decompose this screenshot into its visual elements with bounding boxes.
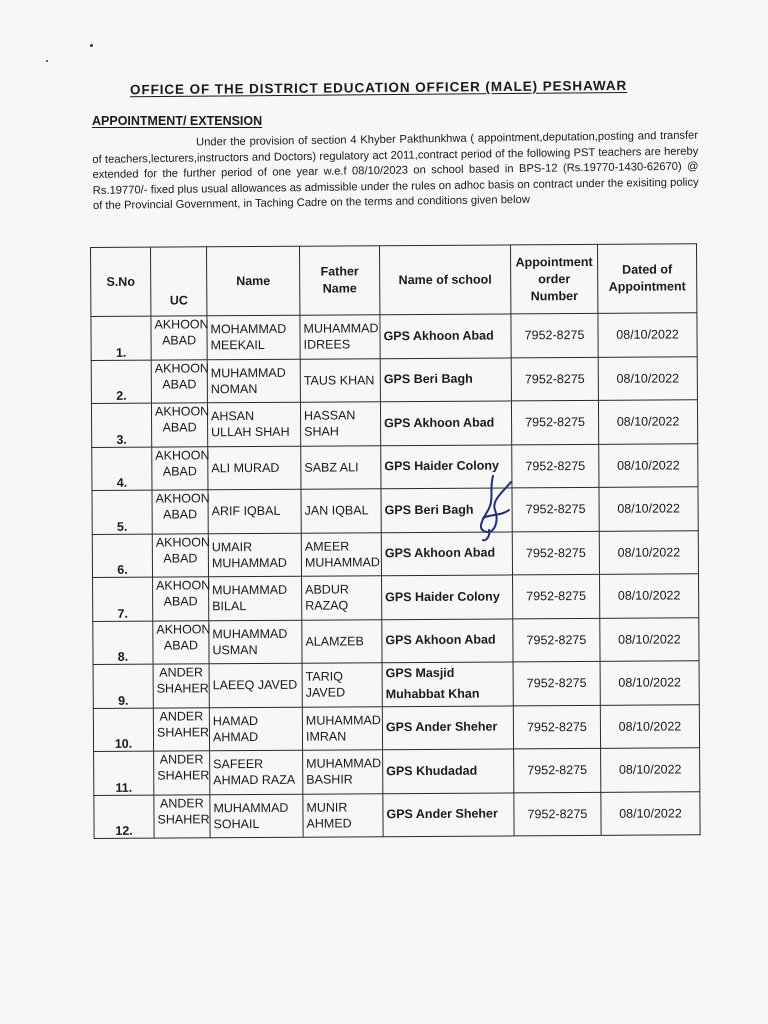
cell-sno: 6.	[92, 534, 152, 578]
cell-uc: AKHOON ABAD	[151, 316, 207, 360]
cell-appointment-date: 08/10/2022	[600, 574, 699, 618]
header-school: Name of school	[379, 245, 510, 315]
table-row	[92, 443, 698, 490]
cell-sno: 1.	[91, 316, 151, 360]
cell-appointment-date: 08/10/2022	[599, 487, 698, 531]
cell-name: UMAIR MUHAMMAD	[208, 533, 301, 577]
cell-father-name: MUHAMMAD IDREES	[300, 315, 380, 359]
cell-appointment-date: 08/10/2022	[601, 748, 700, 792]
table-header-row	[91, 244, 697, 317]
cell-order-number: 7952-8275	[511, 357, 598, 401]
table-row	[93, 704, 699, 751]
cell-father-name: TARIQ JAVED	[302, 663, 382, 707]
cell-name: ARIF IQBAL	[208, 489, 301, 533]
cell-sno: 2.	[91, 360, 151, 404]
table-row	[91, 313, 697, 360]
cell-appointment-date: 08/10/2022	[600, 704, 699, 748]
cell-order-number: 7952-8275	[514, 792, 601, 836]
cell-sno: 4.	[92, 447, 152, 491]
header-order: Appointment order Number	[510, 244, 597, 314]
cell-uc: AKHOON ABAD	[152, 533, 208, 577]
cell-appointment-date: 08/10/2022	[598, 400, 697, 444]
cell-father-name: JAN IQBAL	[301, 489, 381, 533]
cell-school: GPS Ander Sheher	[383, 792, 514, 836]
header-date: Dated of Appointment	[597, 244, 696, 314]
scan-speck	[46, 60, 48, 62]
cell-order-number: 7952-8275	[511, 400, 598, 444]
cell-father-name: ABDUR RAZAQ	[302, 576, 382, 620]
cell-sno: 10.	[93, 708, 153, 752]
cell-uc: AKHOON ABAD	[151, 403, 207, 447]
cell-appointment-date: 08/10/2022	[598, 356, 697, 400]
cell-order-number: 7952-8275	[511, 313, 598, 357]
cell-father-name: MUNIR AHMED	[303, 793, 383, 837]
cell-name: SAFEER AHMAD RAZA	[210, 750, 303, 794]
section-title: APPOINTMENT/ EXTENSION	[92, 114, 263, 128]
teacher-table	[90, 243, 701, 839]
cell-order-number: 7952-8275	[513, 661, 600, 705]
cell-school: GPS Akhoon Abad	[382, 618, 513, 662]
cell-appointment-date: 08/10/2022	[600, 661, 699, 705]
cell-school: GPS Khudadad	[383, 749, 514, 793]
cell-father-name: AMEER MUHAMMAD	[301, 532, 381, 576]
cell-uc: ANDER SHAHER	[153, 664, 209, 708]
cell-school: GPS Beri Bagh	[381, 488, 512, 532]
table-body	[91, 313, 700, 839]
cell-sno: 8.	[93, 621, 153, 665]
cell-name: MUHAMMAD USMAN	[209, 620, 302, 664]
cell-uc: AKHOON ABAD	[152, 446, 208, 490]
cell-school: GPS Masjid Muhabbat Khan	[382, 662, 513, 706]
cell-order-number: 7952-8275	[512, 444, 599, 488]
cell-order-number: 7952-8275	[514, 748, 601, 792]
table-row	[93, 574, 699, 621]
cell-appointment-date: 08/10/2022	[601, 791, 700, 835]
cell-name: MUHAMMAD NOMAN	[207, 359, 300, 403]
cell-sno: 11.	[94, 751, 154, 795]
cell-order-number: 7952-8275	[513, 705, 600, 749]
cell-name: MOHAMMAD MEEKAIL	[207, 315, 300, 359]
cell-appointment-date: 08/10/2022	[599, 443, 698, 487]
cell-father-name: TAUS KHAN	[300, 358, 380, 402]
cell-appointment-date: 08/10/2022	[599, 530, 698, 574]
body-paragraph: Under the provision of section 4 Khyber Pakthunkhwa ( appointment,deputation,posting and transfer of teachers,lecturers,instructors and Doctors) regulatory act 2011,contract period of the following PST teachers are hereby extended for the further period of one year w.e.f 08/10/2023 on school based in BPS-12 (Rs.19770-1430-62670) @ Rs.19770/- fixed plus usual allowances as admissible under the rules on adhoc basis on contract under the exisiting policy of the Provincial Government, in Taching Cadre on the terms and conditions given below	[92, 129, 699, 213]
cell-sno: 7.	[93, 577, 153, 621]
cell-school: GPS Beri Bagh	[380, 357, 511, 401]
table-row	[92, 487, 698, 534]
cell-school: GPS Akhoon Abad	[381, 531, 512, 575]
cell-uc: AKHOON ABAD	[153, 577, 209, 621]
scan-speck	[90, 44, 93, 47]
cell-sno: 12.	[94, 795, 154, 839]
cell-school: GPS Haider Colony	[382, 575, 513, 619]
cell-uc: AKHOON ABAD	[152, 490, 208, 534]
cell-father-name: MUHAMMAD BASHIR	[303, 750, 383, 794]
cell-uc: AKHOON ABAD	[153, 620, 209, 664]
cell-uc: ANDER SHAHER	[153, 707, 209, 751]
cell-order-number: 7952-8275	[513, 618, 600, 662]
table-row	[93, 617, 699, 664]
cell-order-number: 7952-8275	[512, 531, 599, 575]
office-title: OFFICE OF THE DISTRICT EDUCATION OFFICER (MALE) PESHAWAR	[129, 77, 628, 98]
cell-father-name: MUHAMMAD IMRAN	[302, 706, 382, 750]
header-father: Father Name	[299, 246, 379, 315]
header-uc: UC	[151, 247, 207, 316]
cell-sno: 5.	[92, 490, 152, 534]
table-row	[94, 791, 700, 838]
cell-name: AHSAN ULLAH SHAH	[207, 402, 300, 446]
cell-uc: ANDER SHAHER	[154, 794, 210, 838]
table-row	[91, 400, 697, 447]
cell-name: MUHAMMAD SOHAIL	[210, 794, 303, 838]
table-row	[92, 530, 698, 577]
cell-name: MUHAMMAD BILAL	[209, 576, 302, 620]
cell-order-number: 7952-8275	[512, 487, 599, 531]
cell-father-name: SABZ ALI	[301, 445, 381, 489]
table-row	[94, 748, 700, 795]
table-row	[93, 661, 699, 708]
cell-order-number: 7952-8275	[513, 574, 600, 618]
cell-appointment-date: 08/10/2022	[600, 617, 699, 661]
cell-school: GPS Ander Sheher	[382, 705, 513, 749]
cell-name: HAMAD AHMAD	[209, 707, 302, 751]
cell-name: ALI MURAD	[208, 446, 301, 490]
cell-name: LAEEQ JAVED	[209, 663, 302, 707]
table-row	[91, 356, 697, 403]
cell-sno: 3.	[91, 403, 151, 447]
cell-sno: 9.	[93, 664, 153, 708]
cell-school: GPS Akhoon Abad	[380, 401, 511, 445]
header-sno: S.No	[91, 247, 151, 316]
cell-appointment-date: 08/10/2022	[598, 313, 697, 357]
cell-father-name: HASSAN SHAH	[300, 402, 380, 446]
cell-school: GPS Haider Colony	[381, 444, 512, 488]
cell-father-name: ALAMZEB	[302, 619, 382, 663]
handwritten-signature-icon	[465, 470, 525, 550]
cell-uc: AKHOON ABAD	[151, 359, 207, 403]
cell-school: GPS Akhoon Abad	[380, 314, 511, 358]
cell-uc: ANDER SHAHER	[154, 751, 210, 795]
header-name: Name	[207, 246, 300, 316]
